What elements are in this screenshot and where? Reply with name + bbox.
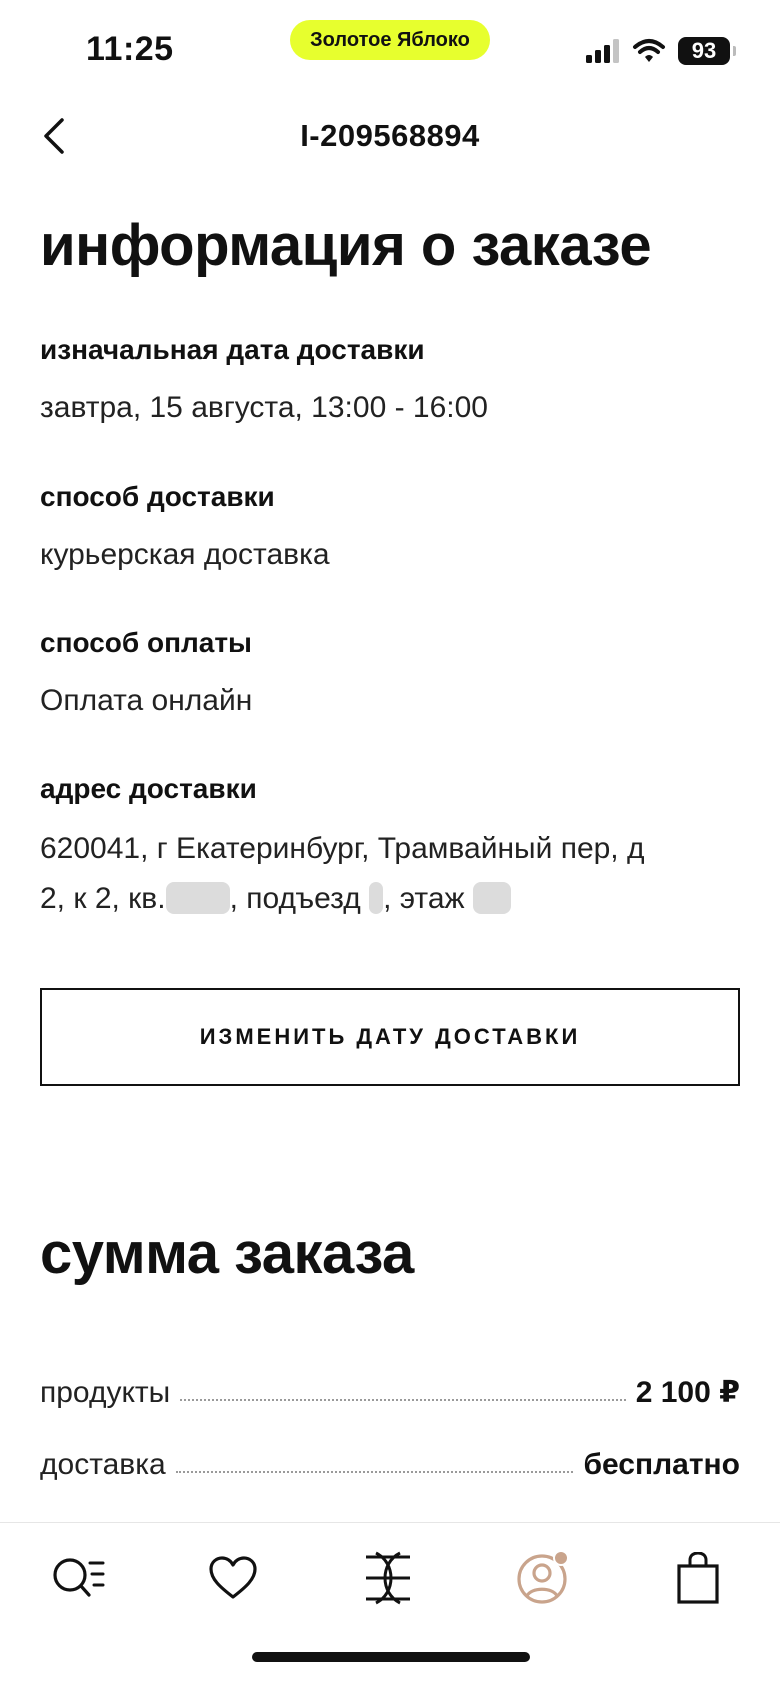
profile-icon [515,1550,571,1606]
summary-row-products [40,1366,740,1410]
search-menu-icon [50,1553,106,1603]
battery-indicator: 93 [678,37,730,65]
order-info-heading: информация о заказе [40,213,652,278]
tab-brand[interactable] [348,1543,428,1613]
summary-value: бесплатно [583,1448,740,1481]
address-line-2 [40,874,740,924]
delivery-date-value: завтра, 15 августа, 13:00 - 16:00 [40,391,488,424]
payment-method-label: способ оплаты [40,627,252,658]
status-bar [0,0,780,90]
floor-redacted [473,882,511,914]
summary-value: 2 100 ₽ [635,1376,740,1409]
delivery-method-value: курьерская доставка [40,538,330,571]
status-time: 11:25 [86,30,174,68]
tab-search[interactable] [38,1543,118,1613]
delivery-date-label: изначальная дата доставки [40,334,425,365]
order-summary-heading: сумма заказа [40,1221,414,1286]
delivery-address-label: адрес доставки [40,773,257,804]
status-indicators [586,36,730,66]
summary-label: продукты [40,1376,171,1409]
dotted-leader [176,1470,574,1473]
dotted-leader [180,1398,625,1401]
home-indicator[interactable] [252,1652,530,1662]
heart-icon [208,1555,258,1601]
bottom-tab-bar [0,1522,780,1689]
summary-row-delivery [40,1438,740,1482]
app-indicator-pill[interactable]: Золотое Яблоко [290,20,490,60]
apartment-redacted [166,882,230,914]
entrance-redacted [369,882,383,914]
change-delivery-date-button[interactable]: ИЗМЕНИТЬ ДАТУ ДОСТАВКИ [40,988,740,1086]
wifi-icon [632,38,666,64]
tab-favorites[interactable] [193,1543,273,1613]
address-line-1: 620041, г Екатеринбург, Трамвайный пер, д [40,832,645,865]
nav-header [0,100,780,180]
summary-label: доставка [40,1448,166,1481]
floor-prefix: , этаж [383,882,465,915]
payment-method-value: Оплата онлайн [40,684,253,717]
delivery-address-value [40,824,740,924]
apartment-prefix: 2, к 2, кв. [40,882,166,915]
tab-cart[interactable] [658,1543,738,1613]
shopping-bag-icon [676,1552,720,1604]
entrance-prefix: , подъезд [229,882,361,915]
tab-profile[interactable] [503,1543,583,1613]
order-number-title: I-209568894 [300,118,480,153]
cellular-signal-icon [586,39,620,63]
brand-logo-icon [362,1551,414,1605]
delivery-method-label: способ доставки [40,481,275,512]
